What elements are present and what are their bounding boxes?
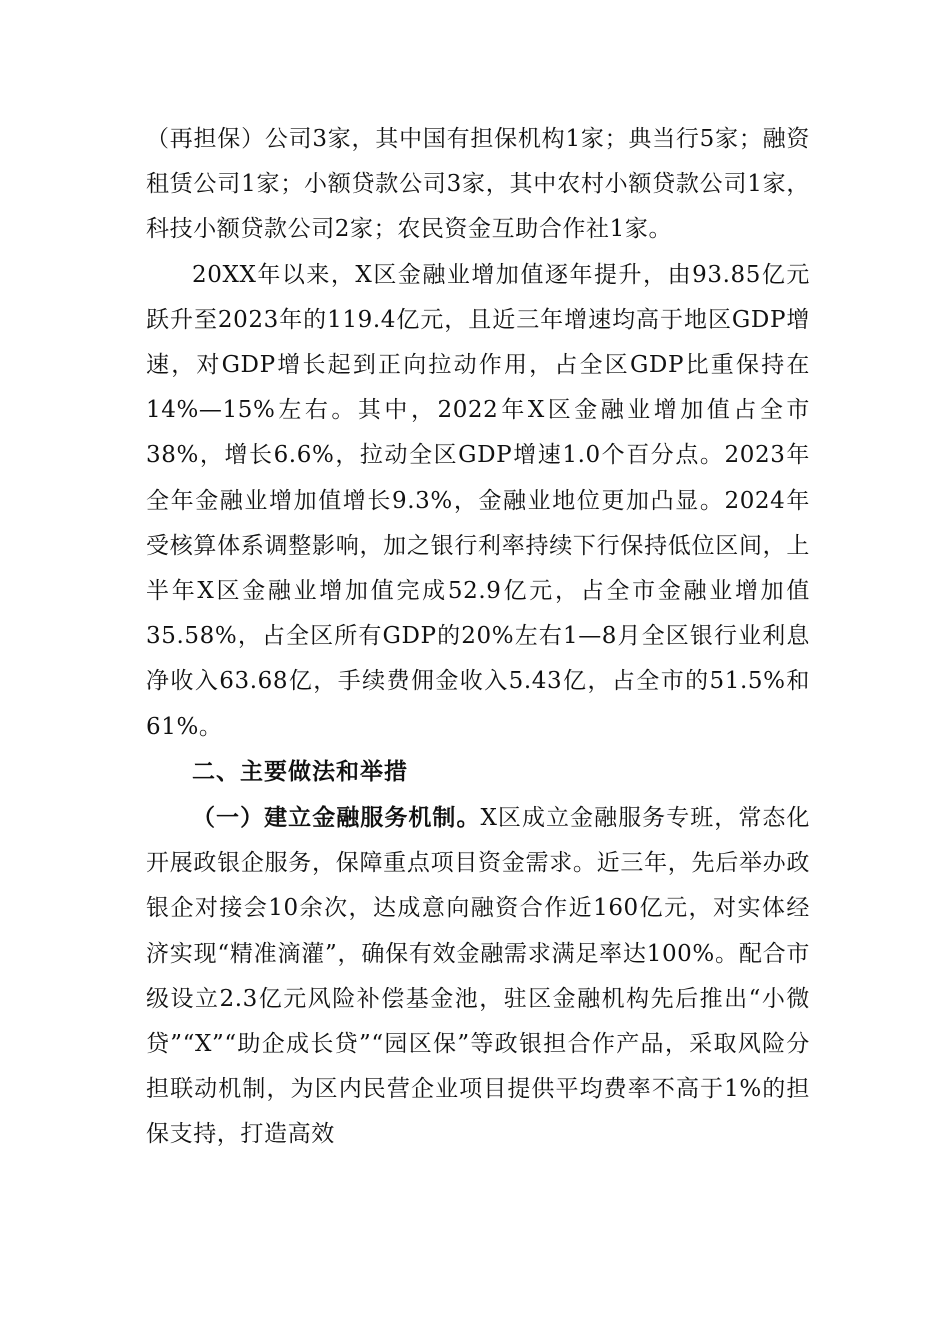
subheading-financial-service-mechanism: （一）建立金融服务机制。 <box>192 804 481 832</box>
paragraph-financial-value-added: 20XX年以来，X区金融业增加值逐年提升，由93.85亿元跃升至2023年的119.4亿元，且近三年增速均高于地区GDP增速，对GDP增长起到正向拉动作用，占全区GDP比重保持在14%—15%左右。其中，2022年X区金融业增加值占全市38%，增长6.6%，拉动全区GDP增速1.0个百分点。2023年全年金融业增加值增长9.3%，金融业地位更加凸显。2024年受核算体系调整影响，加之银行利率持续下行保持低位区间，上半年X区金融业增加值完成52.9亿元，占全市金融业增加值35.58%，占全区所有GDP的20%左右1—8月全区银行业利息净收入63.68亿，手续费佣金收入5.43亿，占全市的51.5%和61%。 <box>146 261 810 740</box>
section-heading-main-measures: 二、主要做法和举措 <box>192 758 408 785</box>
paragraph-guarantee-institutions: （再担保）公司3家，其中国有担保机构1家；典当行5家；融资租赁公司1家；小额贷款公司3家，其中农村小额贷款公司1家，科技小额贷款公司2家；农民资金互助合作社1家。 <box>146 126 810 243</box>
paragraph-financial-service-body: X区成立金融服务专班，常态化开展政银企服务，保障重点项目资金需求。近三年，先后举办政银企对接会10余次，达成意向融资合作近160亿元，对实体经济实现“精准滴灌”，确保有效金融需求满足率达100%。配合市级设立2.3亿元风险补偿基金池，驻区金融机构先后推出“小微贷”“X”“助企成长贷”“园区保”等政银担合作产品，采取风险分担联动机制，为区内民营企业项目提供平均费率不高于1%的担保支持，打造高效 <box>146 805 811 1148</box>
document-body <box>146 117 810 1158</box>
paragraph-financial-service-mechanism <box>146 795 810 1158</box>
